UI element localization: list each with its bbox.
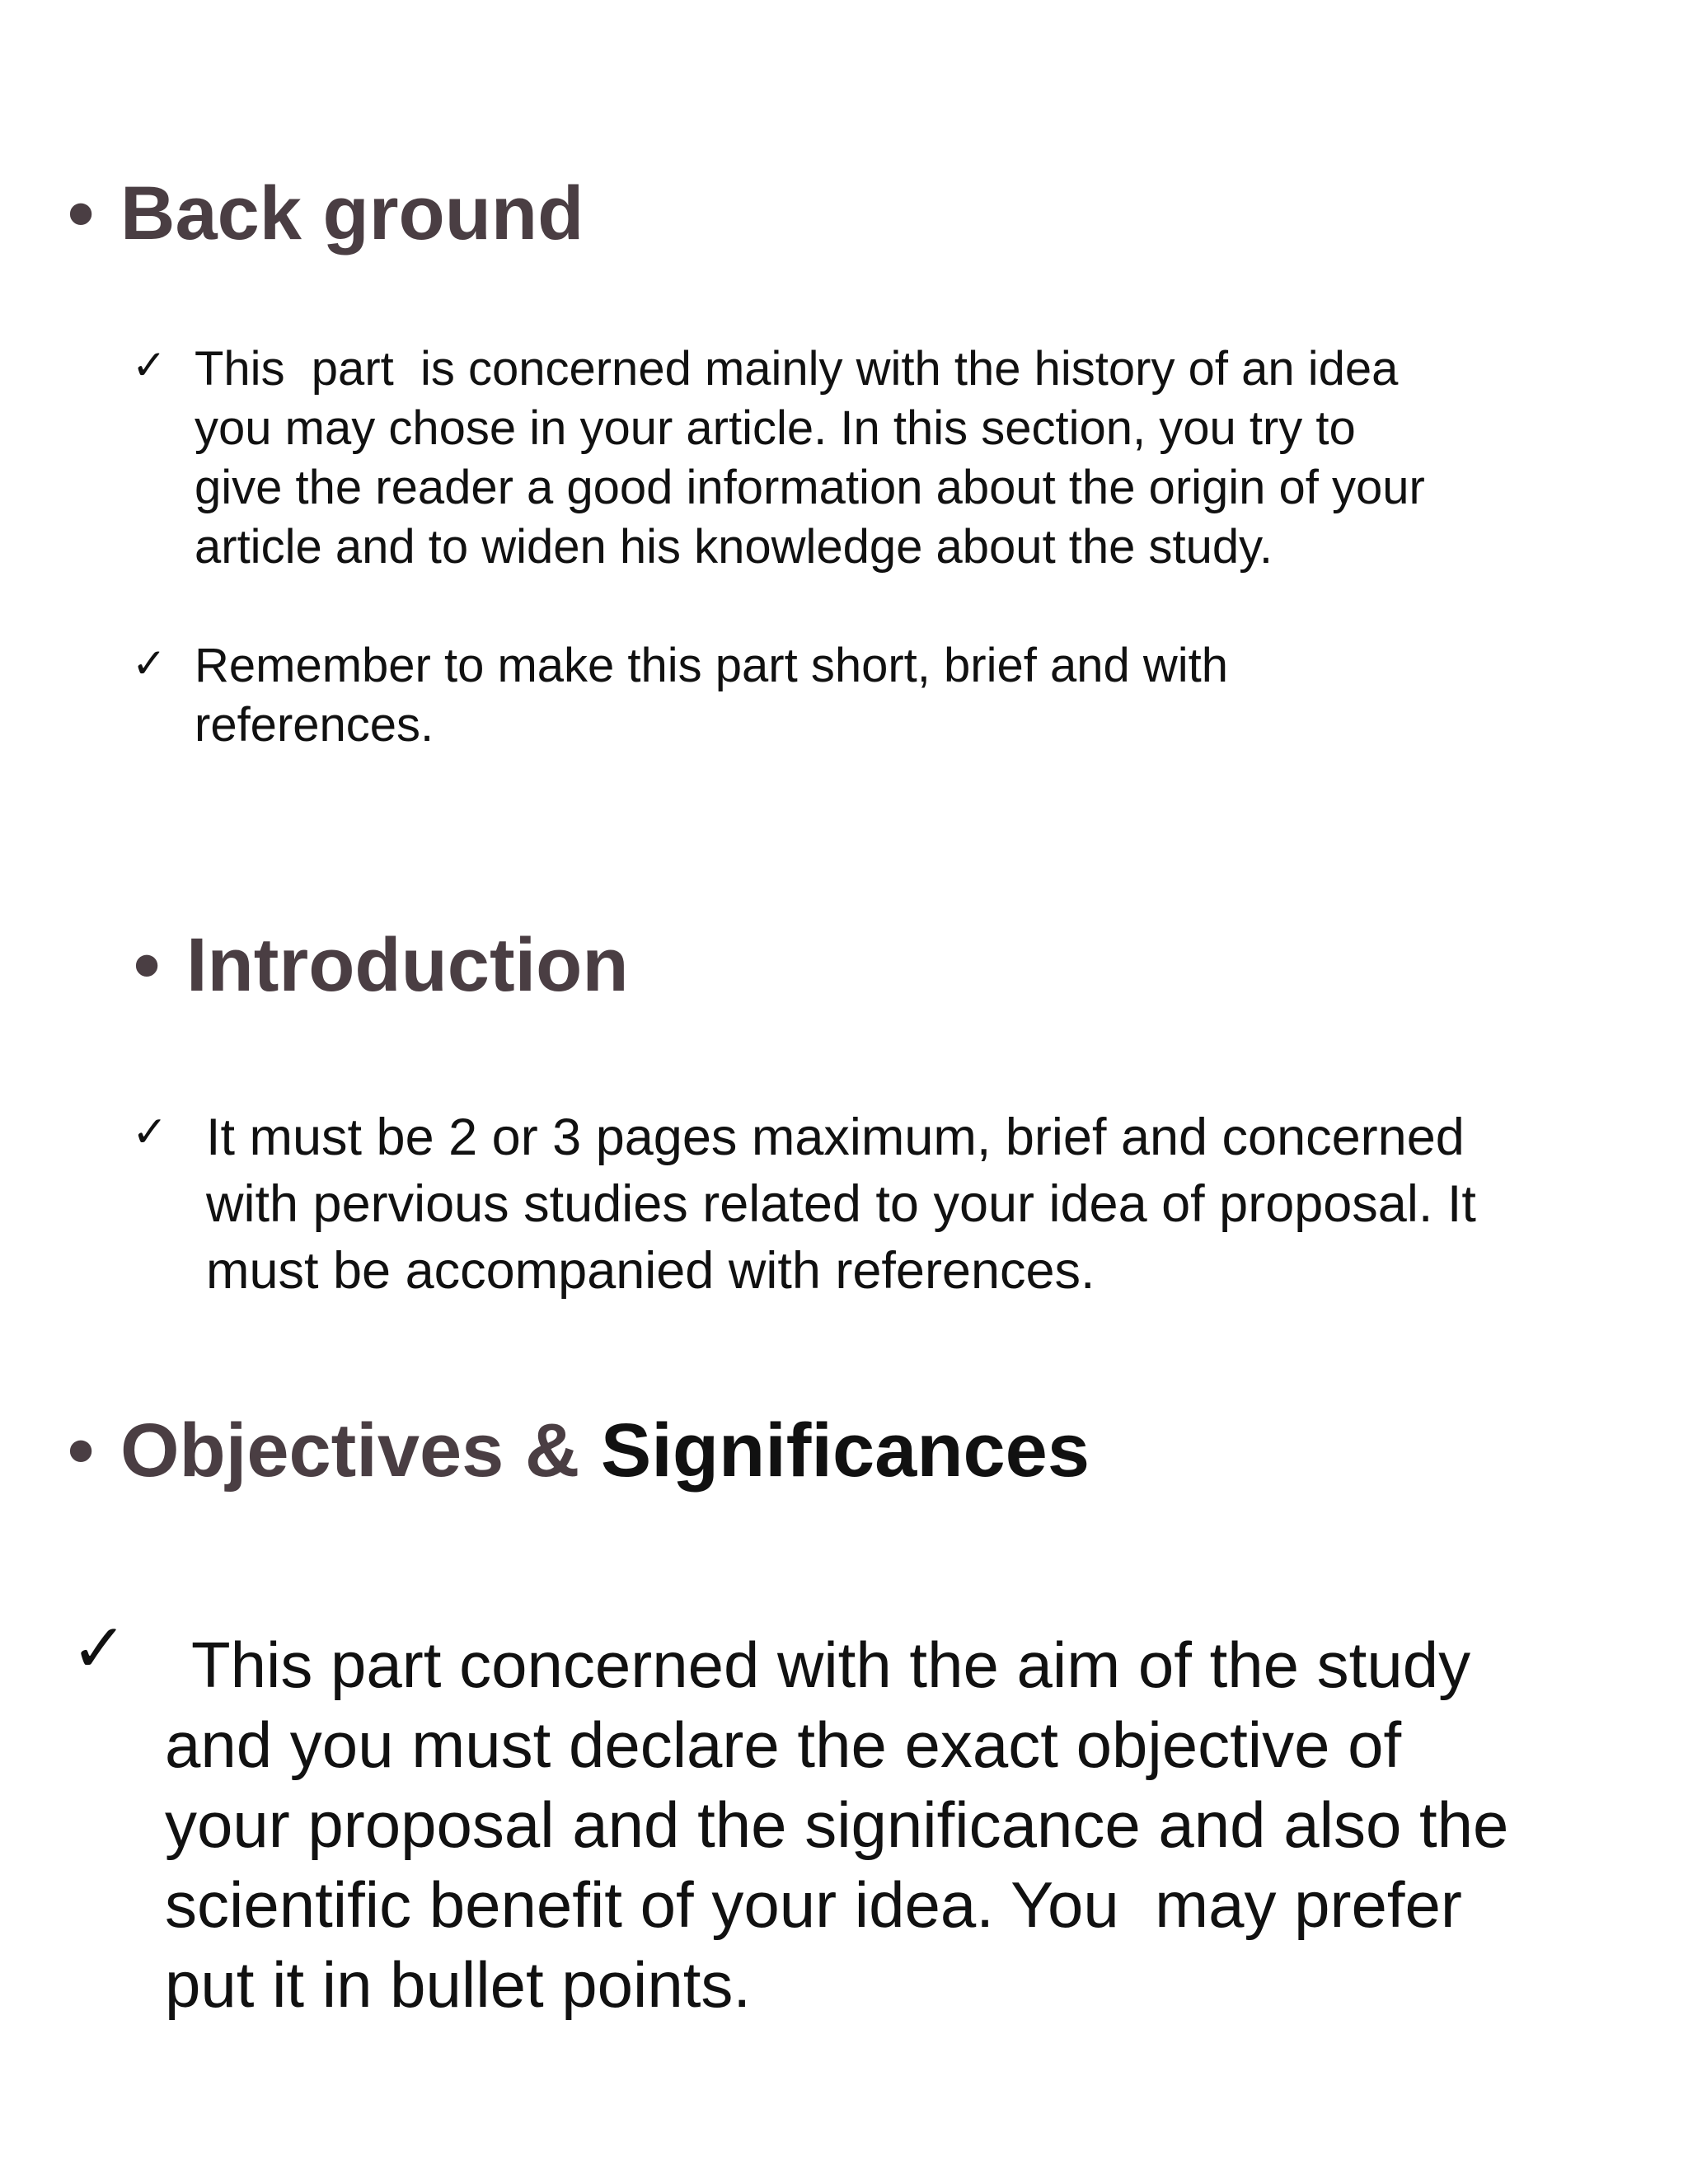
checkmark-icon: ✓	[71, 1610, 128, 1688]
text-line: put it in bullet points.	[165, 1948, 752, 2021]
text-line: with pervious studies related to your idea of proposal. It	[206, 1175, 1476, 1233]
objectives-paragraph	[165, 1625, 1508, 2025]
text-line: scientific benefit of your idea. You may prefer	[165, 1868, 1462, 1941]
text-line: It must be 2 or 3 pages maximum, brief and concerned	[206, 1108, 1465, 1166]
heading-introduction	[134, 923, 629, 1007]
heading-text: Back ground	[120, 171, 584, 255]
bullet-dot-icon: •	[68, 171, 95, 255]
text-line: Remember to make this part short, brief and with	[195, 639, 1228, 692]
heading-back-ground	[68, 171, 584, 255]
heading-text-part2: Significances	[600, 1408, 1090, 1493]
text-line: article and to widen his knowledge about the study.	[195, 520, 1273, 574]
checkmark-icon: ✓	[132, 640, 166, 687]
text-line: you may chose in your article. In this section, you try to	[195, 401, 1356, 455]
checkmark-icon: ✓	[132, 341, 166, 389]
background-paragraph-2	[195, 636, 1228, 755]
heading-text: Introduction	[186, 923, 629, 1007]
bullet-dot-icon: •	[68, 1408, 95, 1493]
text-line: and you must declare the exact objective of	[165, 1708, 1402, 1781]
heading-objectives-significances	[68, 1408, 1090, 1493]
introduction-paragraph	[206, 1104, 1476, 1305]
text-line: This part is concerned mainly with the history of an idea	[195, 342, 1399, 396]
heading-text-part1: Objectives &	[120, 1408, 601, 1493]
text-line: your proposal and the significance and also the	[165, 1788, 1509, 1861]
text-line: must be accompanied with references.	[206, 1242, 1095, 1300]
bullet-dot-icon: •	[134, 923, 161, 1007]
text-line: This part concerned with the aim of the study	[191, 1629, 1471, 1701]
checkmark-icon: ✓	[132, 1108, 168, 1157]
background-paragraph-1	[195, 340, 1425, 577]
text-line: references.	[195, 698, 434, 752]
text-line: give the reader a good information about the origin of your	[195, 461, 1425, 514]
